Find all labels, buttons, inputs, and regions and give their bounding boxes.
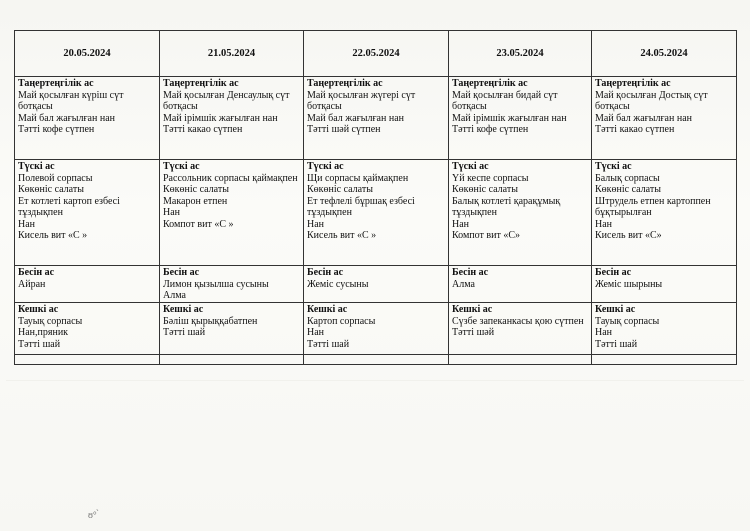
date-header: 23.05.2024 [449,31,592,77]
menu-cell [449,77,592,160]
menu-cell [15,77,160,160]
dish: Макарон етпен [163,195,228,207]
dish: Ет тефлелі бұршақ езбесі тұздықпен [307,195,415,218]
meal-title: Бесін ас [163,267,200,278]
dish: Май қосылған жүгері сүт ботқасы [307,89,416,112]
dish: Компот вит «С» [452,230,521,241]
date-header: 24.05.2024 [592,31,737,77]
menu-cell [592,266,737,303]
meal-title: Бесін ас [18,267,55,278]
dish: Тауық сорпасы [595,315,660,327]
dish: Май бал жағылған нан [595,112,692,124]
dish: Май ірімшік жағылған нан [452,112,567,124]
menu-cell [592,303,737,355]
dinner-row [15,303,737,355]
meal-title: Кешкі ас [452,304,493,315]
meal-title: Кешкі ас [307,304,348,315]
dish: Тауық сорпасы [18,315,83,327]
dish: Тәтті какао сүтпен [595,124,675,135]
lunch-row [15,160,737,266]
menu-cell [15,160,160,266]
dish: Май қосылған Достық сүт ботқасы [595,89,708,112]
dish: Тәтті шәй сүтпен [307,124,381,135]
menu-cell [592,77,737,160]
date-header-row [15,31,737,77]
dish: Көкөніс салаты [452,184,518,195]
dish: Көкөніс салаты [18,184,84,195]
menu-cell [449,160,592,266]
meal-title: Кешкі ас [163,304,204,315]
dish: Жеміс шырыны [595,278,663,290]
dish: Май бал жағылған нан [18,112,115,124]
meal-title: Таңертеңгілік ас [452,78,528,89]
dish: Нан [452,218,470,230]
dish: Тәтті шай [307,338,350,350]
menu-cell [160,266,304,303]
empty-cell [449,355,592,365]
snack-row [15,266,737,303]
dish: Бәліш қырыққабатпен [163,315,258,327]
weekly-menu-table [14,30,737,365]
empty-cell [160,355,304,365]
dish: Май бал жағылған нан [307,112,404,124]
dish: Балық котлеті қарақұмық тұздықпен [452,195,561,218]
date-header: 22.05.2024 [304,31,449,77]
meal-title: Түскі ас [163,161,200,172]
menu-cell [15,266,160,303]
meal-title: Таңертеңгілік ас [595,78,671,89]
meal-title: Бесін ас [452,267,489,278]
meal-title: Бесін ас [307,267,344,278]
dish: Штрудель етпен картоппен бұқтырылған [595,195,711,218]
menu-cell [160,303,304,355]
dish: Май қосылған күріш сүт ботқасы [18,89,124,112]
menu-cell [160,160,304,266]
dish: Нан [307,327,325,338]
dish: Нан [18,218,36,230]
dish: Нан [307,218,325,230]
empty-cell [304,355,449,365]
meal-title: Түскі ас [452,161,489,172]
dish: Тәтті шай [163,327,206,338]
dish: Алма [452,278,475,290]
dish: Картоп сорпасы [307,315,376,327]
dish: Ет котлеті картоп езбесі тұздықпен [18,195,120,218]
dish: Кисель вит «С » [307,230,377,241]
meal-title: Түскі ас [18,161,55,172]
dish: Айран [18,278,46,290]
dish: Тәтті шай [18,338,61,350]
meal-title: Кешкі ас [595,304,636,315]
menu-cell [304,77,449,160]
meal-title: Бесін ас [595,267,632,278]
meal-title: Кешкі ас [18,304,59,315]
empty-cell [592,355,737,365]
dish: Көкөніс салаты [595,184,661,195]
meal-title: Түскі ас [307,161,344,172]
menu-cell [592,160,737,266]
dish: Тәтті кофе сүтпен [452,124,529,135]
dish: Май қосылған бидай сүт ботқасы [452,89,558,112]
dish: Полевой сорпасы [18,172,93,184]
dish: Кисель вит «С» [595,230,662,241]
meal-title: Таңертеңгілік ас [163,78,239,89]
dish: Үй кеспе сорпасы [452,172,529,184]
dish: Көкөніс салаты [163,184,229,195]
dish: Көкөніс салаты [307,184,373,195]
dish: Щи сорпасы қаймақпен [307,172,409,184]
menu-cell [449,303,592,355]
dish: Тәтті кофе сүтпен [18,124,95,135]
menu-cell [304,160,449,266]
empty-cell [15,355,160,365]
bleed-through-shadow [6,380,744,461]
dish: Кисель вит «С » [18,230,88,241]
dish: Балық сорпасы [595,172,660,184]
date-header: 20.05.2024 [15,31,160,77]
menu-cell [304,303,449,355]
dish: Май қосылған Денсаулық сүт ботқасы [163,89,290,112]
dish: Сүзбе запеканкасы қою сүтпен [452,315,584,327]
dish: Компот вит «С » [163,218,234,230]
meal-title: Таңертеңгілік ас [307,78,383,89]
menu-cell [160,77,304,160]
date-header: 21.05.2024 [160,31,304,77]
dish: Нан [595,218,613,230]
empty-bottom-row [15,355,737,365]
dish: Рассольник сорпасы қаймақпен [163,172,298,184]
dish: Алма [163,290,186,301]
dish: Тәтті шәй [452,327,495,338]
menu-cell [15,303,160,355]
menu-cell [304,266,449,303]
meal-title: Түскі ас [595,161,632,172]
dish: Нан,пряник [18,327,69,338]
menu-cell [449,266,592,303]
dish: Жеміс сусыны [307,278,369,290]
dish: Лимон қызылша сусыны [163,278,269,290]
dish: Май ірімшік жағылған нан [163,112,278,124]
dish: Тәтті шай [595,338,638,350]
meal-title: Таңертеңгілік ас [18,78,94,89]
dish: Тәтті какао сүтпен [163,124,243,135]
dish: Нан [163,207,181,218]
pen-mark: ʊ° ̀ [88,510,99,520]
breakfast-row [15,77,737,160]
dish: Нан [595,327,613,338]
